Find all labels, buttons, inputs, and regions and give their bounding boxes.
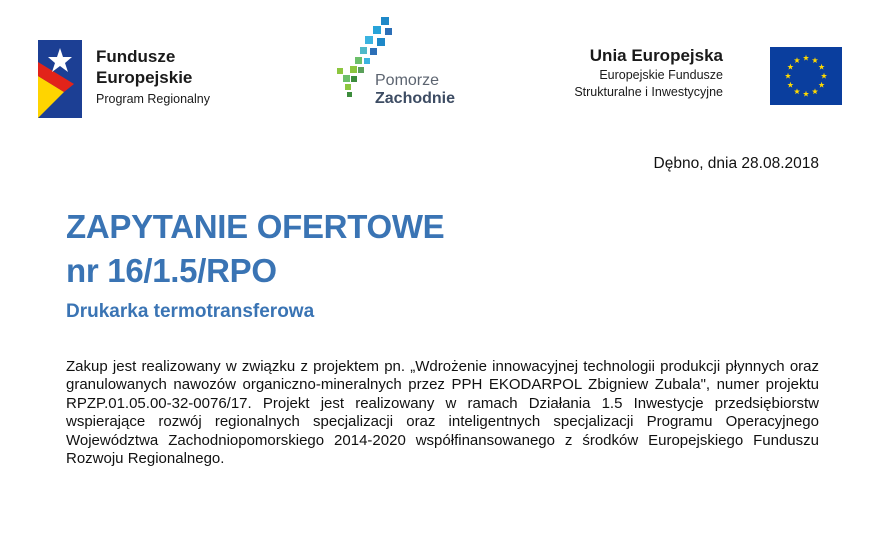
- fundusze-europejskie-logo: [38, 40, 253, 120]
- logo-bar: [0, 0, 869, 130]
- fe-logo-line3: Program Regionalny: [96, 92, 210, 106]
- fe-logo-line2: Europejskie: [96, 68, 193, 87]
- fundusze-europejskie-star-icon: [38, 40, 82, 118]
- pz-logo-line1: Pomorze: [375, 72, 440, 89]
- pz-logo-line2: Zachodnie: [375, 90, 456, 107]
- eu-flag-icon: [770, 47, 842, 105]
- fe-logo-line1: Fundusze: [96, 47, 176, 66]
- ue-logo-line1: Unia Europejska: [589, 46, 723, 65]
- document-date: Dębno, dnia 28.08.2018: [653, 155, 819, 172]
- fundusze-europejskie-text: [96, 46, 210, 108]
- unia-europejska-text: [574, 45, 723, 101]
- document-body-paragraph: Zakup jest realizowany w związku z projektem pn. „Wdrożenie innowacyjnej technologii produkcji płynnych oraz granulowanych nawozów organiczno-mineralnych przez PPH EKODARPOL Zbigniew Zubala", numer projektu RPZP.01.05.00-32-0076/17. Projekt jest realizowany w ramach Działania 1.5 Inwestycje przedsiębiorstw wspierające rozwój regionalnych specjalizacji oraz inteligentnych specjalizacji Programu Operacyjnego Województwa Zachodniopomorskiego 2014-2020 współfinansowanego z środków Europejskiego Funduszu Rozwoju Regionalnego.: [66, 358, 819, 468]
- title-line2: nr 16/1.5/RPO: [66, 252, 277, 289]
- pomorze-zachodnie-logo: [333, 14, 473, 114]
- pomorze-zachodnie-text: [375, 72, 455, 108]
- ue-logo-line2: Europejskie Fundusze: [599, 68, 723, 82]
- ue-logo-line3: Strukturalne i Inwestycyjne: [574, 85, 723, 99]
- unia-europejska-logo: [530, 45, 845, 110]
- document-subtitle: Drukarka termotransferowa: [66, 301, 315, 322]
- title-line1: ZAPYTANIE OFERTOWE: [66, 208, 445, 245]
- document-title: [66, 205, 444, 293]
